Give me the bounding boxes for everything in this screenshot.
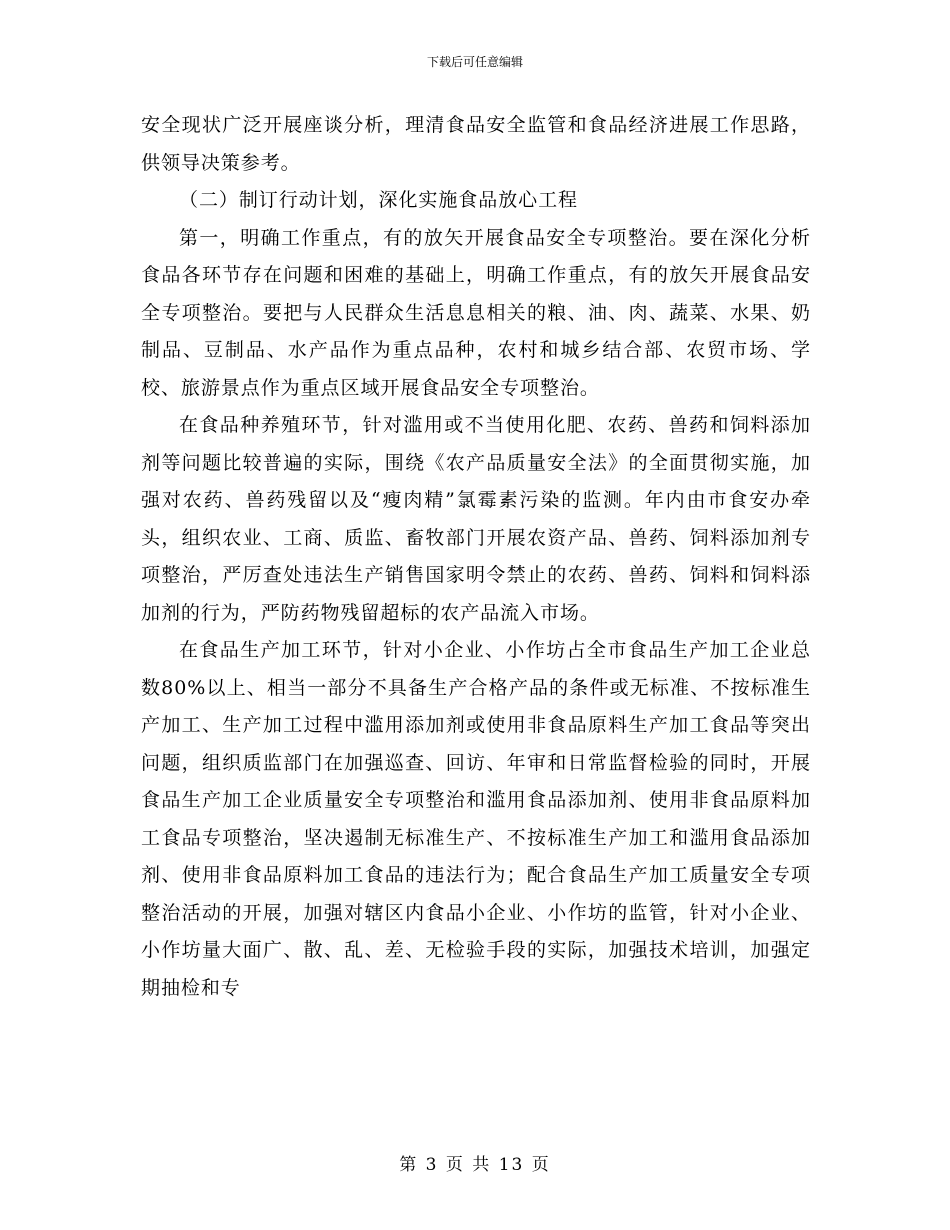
- document-body: [141, 107, 811, 1007]
- page-number: 第 3 页 共 13 页: [399, 1155, 551, 1175]
- page-header-note: 下载后可任意编辑: [426, 55, 523, 69]
- paragraph-1: 安全现状广泛开展座谈分析，理清食品安全监管和食品经济进展工作思路，供领导决策参考。: [141, 114, 811, 174]
- section-heading: （二）制订行动计划，深化实施食品放心工程: [179, 189, 579, 211]
- paragraph-2: 第一，明确工作重点，有的放矢开展食品安全专项整治。要在深化分析食品各环节存在问题和困难的基础上，明确工作重点，有的放矢开展食品安全专项整治。要把与人民群众生活息息相关的粮、油、肉、蔬菜、水果、奶制品、豆制品、水产品作为重点品种，农村和城乡结合部、农贸市场、学校、旅游景点作为重点区域开展食品安全专项整治。: [141, 226, 811, 399]
- paragraph-3: 在食品种养殖环节，针对滥用或不当使用化肥、农药、兽药和饲料添加剂等问题比较普遍的实际，围绕《农产品质量安全法》的全面贯彻实施，加强对农药、兽药残留以及“瘦肉精”氯霉素污染的监测。年内由市食安办牵头，组织农业、工商、质监、畜牧部门开展农资产品、兽药、饲料添加剂专项整治，严厉查处违法生产销售国家明令禁止的农药、兽药、饲料和饲料添加剂的行为，严防药物残留超标的农产品流入市场。: [141, 414, 811, 624]
- paragraph-4: 在食品生产加工环节，针对小企业、小作坊占全市食品生产加工企业总数80%以上、相当一部分不具备生产合格产品的条件或无标准、不按标准生产加工、生产加工过程中滥用添加剂或使用非食品原料生产加工食品等突出问题，组织质监部门在加强巡查、回访、年审和日常监督检验的同时，开展食品生产加工企业质量安全专项整治和滥用食品添加剂、使用非食品原料加工食品专项整治，坚决遏制无标准生产、不按标准生产加工和滥用食品添加剂、使用非食品原料加工食品的违法行为；配合食品生产加工质量安全专项整治活动的开展，加强对辖区内食品小企业、小作坊的监管，针对小企业、小作坊量大面广、散、乱、差、无检验手段的实际，加强技术培训，加强定期抽检和专: [141, 639, 811, 999]
